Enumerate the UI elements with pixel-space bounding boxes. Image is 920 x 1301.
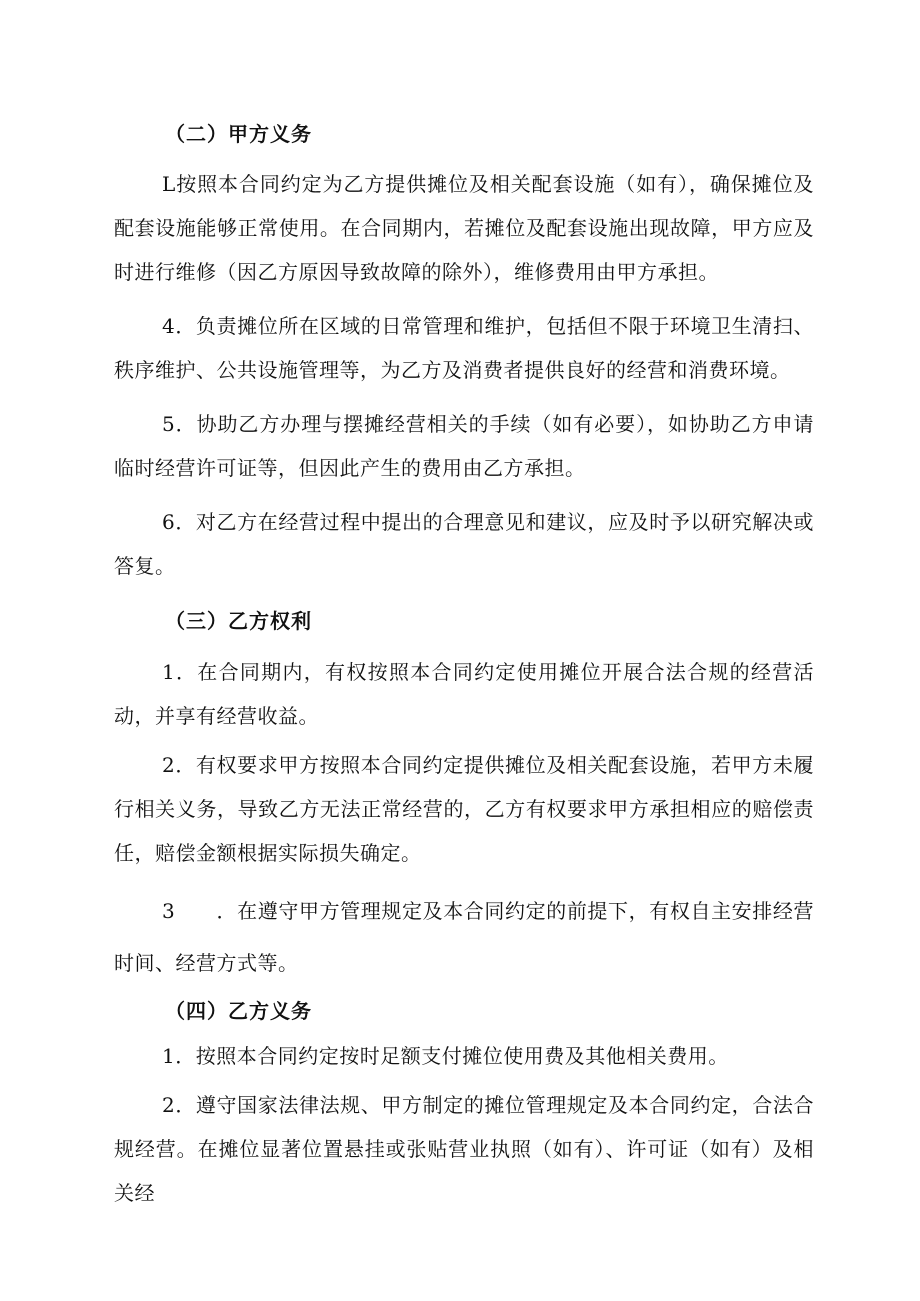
clause-a-5: 5．协助乙方办理与摆摊经营相关的手续（如有必要），如协助乙方申请临时经营许可证等，但因此产生的费用由乙方承担。 <box>114 412 814 480</box>
section-heading-party-b-obligations: （四）乙方义务 <box>165 999 312 1023</box>
section-heading-party-b-rights: （三）乙方权利 <box>165 609 312 633</box>
clause-a-4: 4．负责摊位所在区域的日常管理和维护，包括但不限于环境卫生清扫、秩序维护、公共设施管理等，为乙方及消费者提供良好的经营和消费环境。 <box>114 314 814 382</box>
section-heading-party-a-obligations: （二）甲方义务 <box>165 122 312 146</box>
clause-a-1: L按照本合同约定为乙方提供摊位及相关配套设施（如有），确保摊位及配套设施能够正常使用。在合同期内，若摊位及配套设施出现故障，甲方应及时进行维修（因乙方原因导致故障的除外），维修费用由甲方承担。 <box>114 172 814 284</box>
clause-a-6: 6．对乙方在经营过程中提出的合理意见和建议，应及时予以研究解决或答复。 <box>114 510 814 578</box>
clause-b-rights-1: 1．在合同期内，有权按照本合同约定使用摊位开展合法合规的经营活动，并享有经营收益。 <box>114 660 814 728</box>
clause-b-obligations-1: 1．按照本合同约定按时足额支付摊位使用费及其他相关费用。 <box>162 1044 729 1068</box>
clause-b-rights-2: 2．有权要求甲方按照本合同约定提供摊位及相关配套设施，若甲方未履行相关义务，导致乙方无法正常经营的，乙方有权要求甲方承担相应的赔偿责任，赔偿金额根据实际损失确定。 <box>114 753 814 865</box>
clause-b-rights-3: 3 ．在遵守甲方管理规定及本合同约定的前提下，有权自主安排经营时间、经营方式等。 <box>114 899 814 975</box>
clause-b-obligations-2: 2．遵守国家法律法规、甲方制定的摊位管理规定及本合同约定，合法合规经营。在摊位显著位置悬挂或张贴营业执照（如有）、许可证（如有）及相关经 <box>114 1093 814 1205</box>
